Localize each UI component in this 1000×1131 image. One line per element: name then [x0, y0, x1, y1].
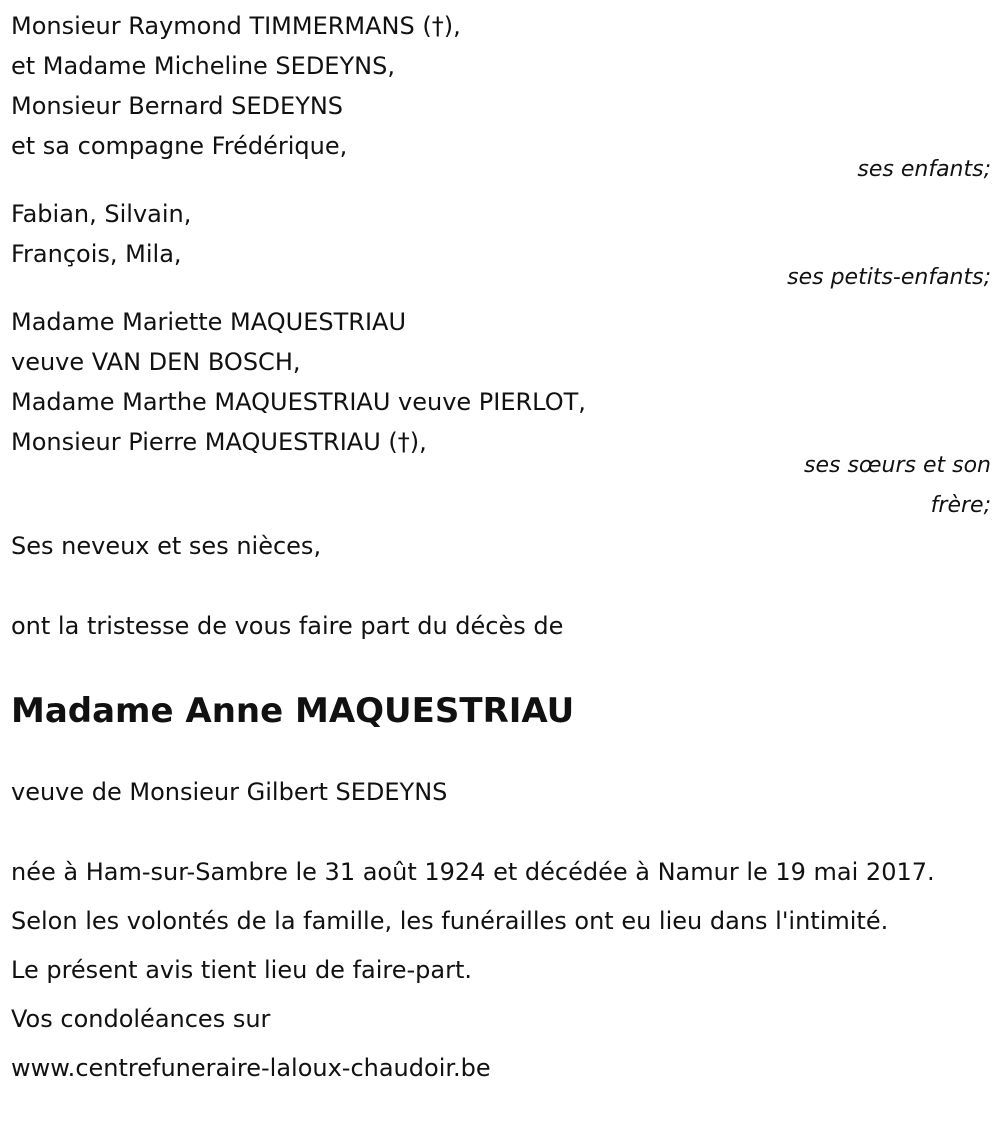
relation-label-siblings-cont: frère; [930, 493, 991, 518]
family-line: et Madame Micheline SEDEYNS, [11, 52, 395, 80]
condolences-url: www.centrefuneraire-laloux-chaudoir.be [11, 1054, 491, 1082]
deceased-name: Madame Anne MAQUESTRIAU [11, 691, 575, 731]
family-line: Fabian, Silvain, [11, 200, 192, 228]
announcement-line: ont la tristesse de vous faire part du décès de [11, 612, 564, 640]
family-line: Monsieur Bernard SEDEYNS [11, 92, 344, 120]
birth-death-paragraph: née à Ham-sur-Sambre le 31 août 1924 et décédée à Namur le 19 mai 2017. [11, 858, 935, 886]
family-line: François, Mila, [11, 240, 182, 268]
widow-of-line: veuve de Monsieur Gilbert SEDEYNS [11, 778, 448, 806]
relation-label-children: ses enfants; [857, 157, 991, 182]
notice-note: Le présent avis tient lieu de faire-part. [11, 956, 473, 984]
children-group [11, 6, 991, 190]
family-line: veuve VAN DEN BOSCH, [11, 348, 301, 376]
nieces-nephews-line: Ses neveux et ses nièces, [11, 532, 322, 560]
grandchildren-group [11, 194, 991, 298]
obituary-notice [11, 6, 991, 1088]
family-line: Monsieur Raymond TIMMERMANS (†), [11, 12, 461, 40]
family-line: et sa compagne Frédérique, [11, 132, 348, 160]
family-line: Madame Marthe MAQUESTRIAU veuve PIERLOT, [11, 388, 586, 416]
siblings-group [11, 302, 991, 526]
relation-label-grandchildren: ses petits-enfants; [787, 265, 991, 290]
funeral-note: Selon les volontés de la famille, les funérailles ont eu lieu dans l'intimité. [11, 907, 889, 935]
family-line: Madame Mariette MAQUESTRIAU [11, 308, 407, 336]
relation-label-siblings: ses sœurs et son [804, 453, 991, 478]
family-line: Monsieur Pierre MAQUESTRIAU (†), [11, 428, 427, 456]
condolences-label: Vos condoléances sur [11, 1005, 271, 1033]
